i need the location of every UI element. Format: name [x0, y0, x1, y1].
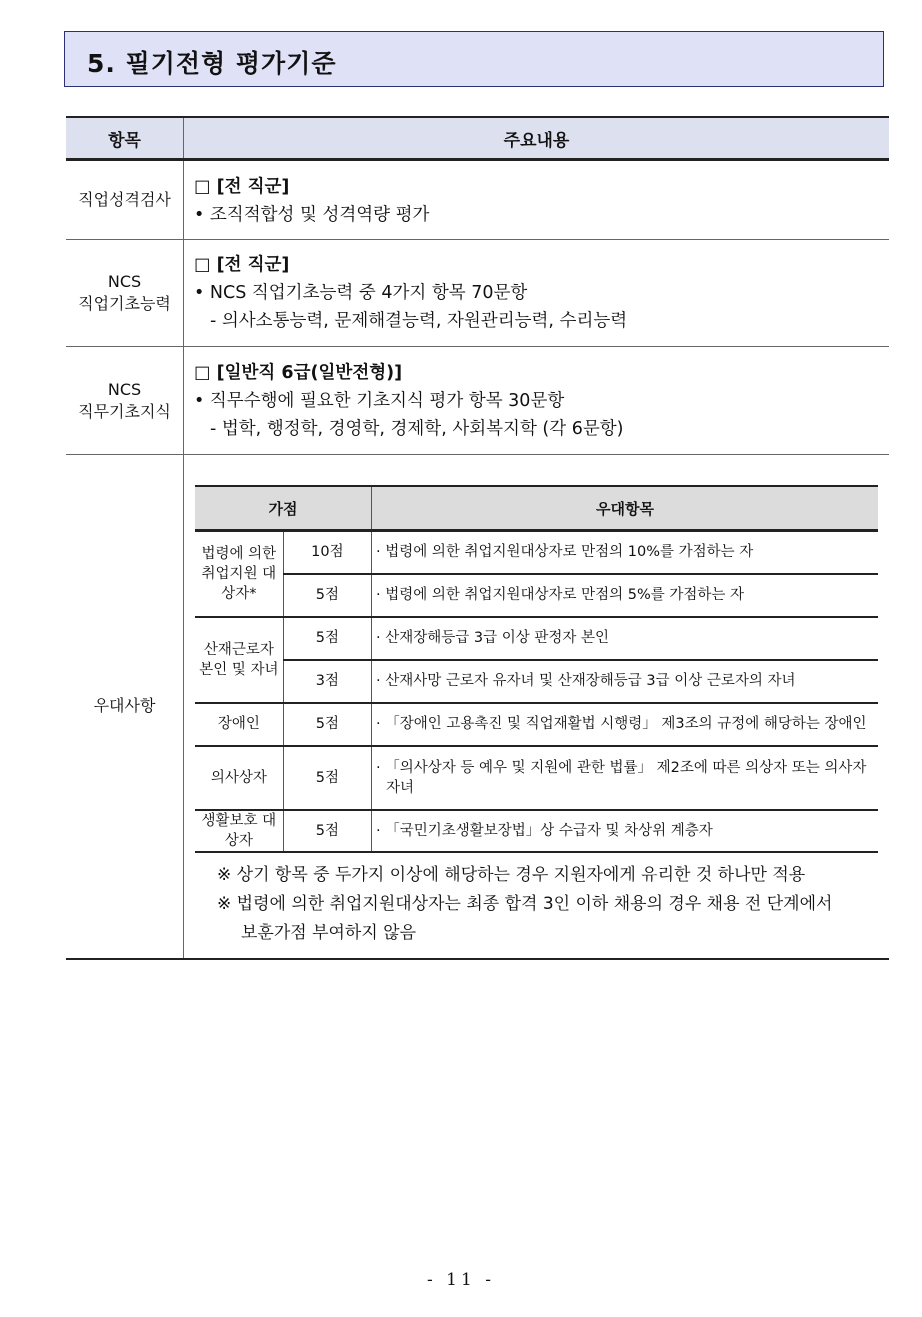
content-bullet: • NCS 직업기초능력 중 4가지 항목 70문항 [194, 283, 528, 303]
row-content-personality [184, 160, 890, 240]
table-row [195, 531, 878, 574]
table-row [195, 810, 878, 852]
desc-cell: · 「의사상자 등 예우 및 지원에 관한 법률」 제2조에 따른 의상자 또는 의사자 자녀 [372, 746, 879, 810]
row-label-personality: 직업성격검사 [66, 160, 184, 240]
content-sub: - 법학, 행정학, 경영학, 경제학, 사회복지학 (각 6문항) [210, 418, 624, 439]
content-heading: □ [전 직군] [194, 177, 290, 197]
section-title: 5. 필기전형 평가기준 [87, 49, 337, 78]
row-content-ncs-basic [184, 240, 890, 347]
desc-cell: · 법령에 의한 취업지원대상자로 만점의 5%를 가점하는 자 [372, 574, 879, 617]
label-line: 직업기초능력 [78, 294, 171, 313]
table-row [195, 574, 878, 617]
row-content-ncs-job [184, 347, 890, 455]
section-title-box [64, 31, 884, 87]
table-row [195, 617, 878, 660]
content-sub: - 의사소통능력, 문제해결능력, 자원관리능력, 수리능력 [210, 311, 628, 331]
desc-cell: · 산재장해등급 3급 이상 판정자 본인 [372, 617, 879, 660]
content-heading: □ [일반직 6급(일반전형)] [194, 362, 403, 383]
header-item: 항목 [66, 117, 184, 160]
points-cell: 5점 [283, 617, 371, 660]
row-label-ncs-job [66, 347, 184, 455]
desc-cell: · 「장애인 고용촉진 및 직업재활법 시행령」 제3조의 규정에 해당하는 장애인 [372, 703, 879, 746]
label-line: NCS [107, 379, 142, 399]
page-number: - 11 - [427, 1270, 495, 1290]
table-row [195, 746, 878, 810]
points-cell: 3점 [283, 660, 371, 703]
group-name: 의사상자 [195, 746, 283, 810]
header-content: 주요내용 [184, 117, 890, 160]
desc-cell: · 산재사망 근로자 유자녀 및 산재장해등급 3급 이상 근로자의 자녀 [372, 660, 879, 703]
preference-table [195, 485, 878, 853]
group-name: 생활보호 대상자 [195, 810, 283, 852]
group-name: 법령에 의한 취업지원 대상자* [195, 531, 283, 617]
desc-cell: · 「국민기초생활보장법」상 수급자 및 차상위 계층자 [372, 810, 879, 852]
row-content-preference [184, 455, 890, 959]
points-cell: 5점 [283, 810, 371, 852]
note-2: ※ 법령에 의한 취업지원대상자는 최종 합격 3인 이하 채용의 경우 채용 전 단계에서 [217, 893, 833, 914]
preference-notes [184, 853, 889, 958]
header-items: 우대항목 [372, 486, 879, 531]
note-2-continued: 보훈가점 부여하지 않음 [241, 922, 417, 943]
row-label-preference: 우대사항 [66, 455, 184, 959]
group-name: 장애인 [195, 703, 283, 746]
desc-cell: · 법령에 의한 취업지원대상자로 만점의 10%를 가점하는 자 [372, 531, 879, 574]
points-cell: 5점 [283, 574, 371, 617]
label-line: 직무기초지식 [78, 401, 171, 421]
content-bullet: • 조직적합성 및 성격역량 평가 [194, 205, 430, 225]
table-row [195, 660, 878, 703]
header-points: 가점 [195, 486, 372, 531]
label-line: NCS [107, 272, 142, 291]
evaluation-criteria-table [66, 116, 889, 960]
points-cell: 10점 [283, 531, 371, 574]
content-heading: □ [전 직군] [194, 255, 290, 275]
content-bullet: • 직무수행에 필요한 기초지식 평가 항목 30문항 [194, 390, 565, 411]
table-row [195, 703, 878, 746]
note-1: ※ 상기 항목 중 두가지 이상에 해당하는 경우 지원자에게 유리한 것 하나만 적용 [217, 864, 806, 885]
group-name: 산재근로자 본인 및 자녀 [195, 617, 283, 703]
points-cell: 5점 [283, 746, 371, 810]
points-cell: 5점 [283, 703, 371, 746]
row-label-ncs-basic [66, 240, 184, 347]
